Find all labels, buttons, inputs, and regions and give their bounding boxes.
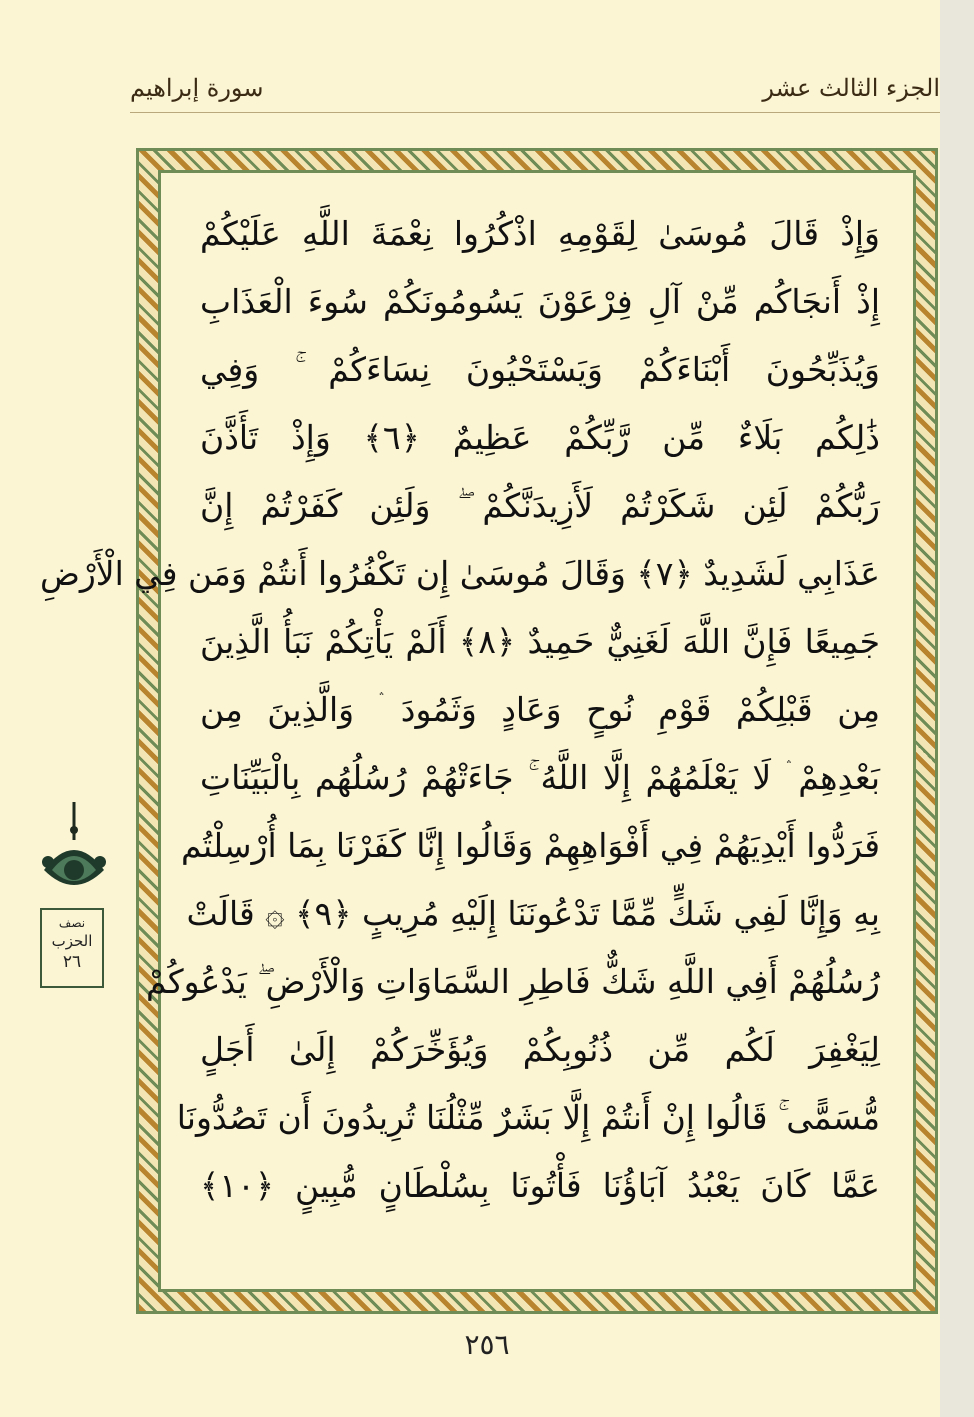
verse-line: إِذْ أَنجَاكُم مِّنْ آلِ فِرْعَوْنَ يَسُومُونَكُمْ سُوءَ الْعَذَابِ <box>200 282 880 321</box>
page-edge <box>940 0 974 1417</box>
hizb-label: الحزب <box>51 932 93 950</box>
verse-line: رُسُلُهُمْ أَفِي اللَّهِ شَكٌّ فَاطِرِ السَّمَاوَاتِ وَالْأَرْضِ ۖ يَدْعُوكُمْ <box>145 962 880 1001</box>
hizb-ornament-icon <box>34 800 114 910</box>
verse-line: بَعْدِهِمْ ۛ لَا يَعْلَمُهُمْ إِلَّا اللَّهُ ۚ جَاءَتْهُمْ رُسُلُهُم بِالْبَيِّنَاتِ <box>200 758 880 797</box>
verse-line: مِن قَبْلِكُمْ قَوْمِ نُوحٍ وَعَادٍ وَثَمُودَ ۛ وَالَّذِينَ مِن <box>200 690 880 729</box>
page-number: ٢٥٦ <box>464 1328 510 1361</box>
verse-line: ذَٰلِكُم بَلَاءٌ مِّن رَّبِّكُمْ عَظِيمٌ ﴿٦﴾ وَإِذْ تَأَذَّنَ <box>200 418 880 457</box>
verse-line: مُّسَمًّى ۚ قَالُوا إِنْ أَنتُمْ إِلَّا بَشَرٌ مِّثْلُنَا تُرِيدُونَ أَن تَصُدُّونَا <box>176 1098 880 1137</box>
hizb-label: نصف <box>58 916 86 930</box>
verse-line: وَإِذْ قَالَ مُوسَىٰ لِقَوْمِهِ اذْكُرُوا نِعْمَةَ اللَّهِ عَلَيْكُمْ <box>200 214 880 253</box>
verse-line: رَبُّكُمْ لَئِن شَكَرْتُمْ لَأَزِيدَنَّكُمْ ۖ وَلَئِن كَفَرْتُمْ إِنَّ <box>200 486 880 525</box>
header-rule <box>130 112 940 113</box>
juz-name: الجزء الثالث عشر <box>762 74 940 102</box>
verse-line: بِهِ وَإِنَّا لَفِي شَكٍّ مِّمَّا تَدْعُونَنَا إِلَيْهِ مُرِيبٍ ﴿٩﴾ ۞ قَالَتْ <box>186 894 880 933</box>
surah-name: سورة إبراهيم <box>130 74 264 102</box>
hizb-marker <box>40 908 104 988</box>
hizb-number: ٢٦ <box>62 952 82 972</box>
verse-line: لِيَغْفِرَ لَكُم مِّن ذُنُوبِكُمْ وَيُؤَخِّرَكُمْ إِلَىٰ أَجَلٍ <box>200 1030 880 1069</box>
verse-line: عَمَّا كَانَ يَعْبُدُ آبَاؤُنَا فَأْتُونَا بِسُلْطَانٍ مُّبِينٍ ﴿١٠﴾ <box>200 1166 880 1205</box>
verse-line: وَيُذَبِّحُونَ أَبْنَاءَكُمْ وَيَسْتَحْيُونَ نِسَاءَكُمْ ۚ وَفِي <box>200 350 880 389</box>
verse-line: فَرَدُّوا أَيْدِيَهُمْ فِي أَفْوَاهِهِمْ وَقَالُوا إِنَّا كَفَرْنَا بِمَا أُرْسِلْتُم <box>181 826 880 865</box>
verse-line: عَذَابِي لَشَدِيدٌ ﴿٧﴾ وَقَالَ مُوسَىٰ إِن تَكْفُرُوا أَنتُمْ وَمَن فِي الْأَرْضِ <box>39 554 880 593</box>
verse-line: جَمِيعًا فَإِنَّ اللَّهَ لَغَنِيٌّ حَمِيدٌ ﴿٨﴾ أَلَمْ يَأْتِكُمْ نَبَأُ الَّذِينَ <box>200 622 881 661</box>
